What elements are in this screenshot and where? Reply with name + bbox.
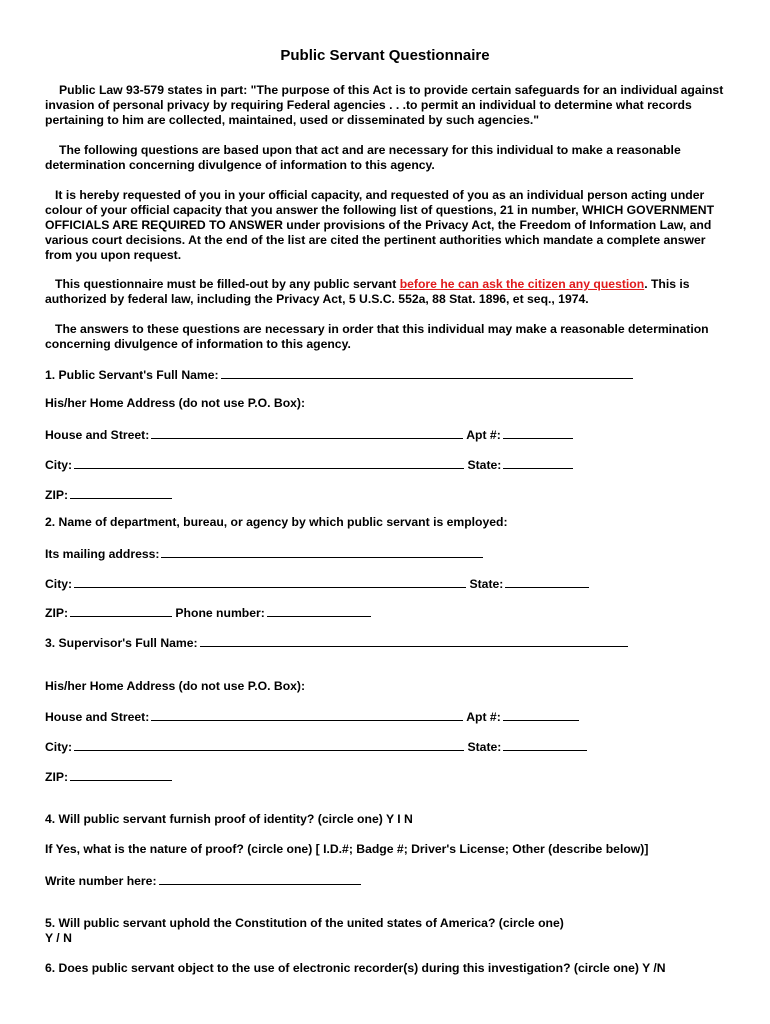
state-label: State: [467, 458, 502, 472]
q6-recorder-question: 6. Does public servant object to the use of electronic recorder(s) during this investigation? (circle one) Y /N [45, 961, 666, 975]
full-name-field[interactable] [221, 366, 633, 379]
q1-label: 1. Public Servant's Full Name: [45, 368, 219, 382]
city-field[interactable] [74, 738, 464, 751]
authorization-text-end: . This is authorized by federal law, including the Privacy Act, 5 U.S.C. 552a, 88 Stat. 1896, et seq., 1974. [45, 277, 690, 306]
house-street-label: House and Street: [45, 428, 150, 442]
state-field[interactable] [503, 738, 587, 751]
apt-field[interactable] [503, 426, 573, 439]
zip-row-3 [45, 768, 172, 785]
state-field[interactable] [503, 456, 573, 469]
city-label: City: [45, 577, 73, 591]
city-label: City: [45, 740, 73, 754]
zip-label: ZIP: [45, 488, 69, 502]
home-address-heading-3: His/her Home Address (do not use P.O. Box): [45, 679, 306, 693]
privacy-act-quote-paragraph: Public Law 93-579 states in part: "The purpose of this Act is to provide certain safeguards for an individual against invasion of personal privacy by requiring Federal agencies . . .to permit an individual to determine what records pertaining to him are collected, maintained, used or disseminated by such agencies." [45, 83, 724, 127]
phone-number-label: Phone number: [175, 606, 265, 620]
zip-field[interactable] [70, 768, 172, 781]
write-number-label: Write number here: [45, 874, 157, 888]
apt-label: Apt #: [466, 428, 501, 442]
necessity-paragraph: The answers to these questions are necessary in order that this individual may make a reasonable determination concerning divulgence of information to this agency. [45, 322, 709, 351]
zip-label: ZIP: [45, 770, 69, 784]
mailing-address-row [45, 545, 483, 562]
q2-department-label: 2. Name of department, bureau, or agency by which public servant is employed: [45, 515, 508, 529]
city-label: City: [45, 458, 73, 472]
highlighted-requirement: before he can ask the citizen any question [399, 277, 645, 291]
state-field[interactable] [505, 575, 589, 588]
city-state-row-1 [45, 456, 573, 473]
authorization-text-start: This questionnaire must be filled-out by any public servant [55, 277, 400, 291]
house-street-label: House and Street: [45, 710, 150, 724]
request-paragraph: It is hereby requested of you in your official capacity, and requested of you as an individual person acting under colour of your official capacity that you answer the following list of questions, 21 in number, WHICH GOVERNMENT OFFICIALS ARE REQUIRED TO ANSWER under provisions of the Privacy Act, the Freedom of Information Law, and various court decisions. At the end of the list are cited the pertinent authorities which mandate a complete answer from you upon request. [45, 188, 715, 262]
q3-supervisor-row [45, 634, 628, 651]
q3-label: 3. Supervisor's Full Name: [45, 636, 198, 650]
house-street-field[interactable] [151, 426, 463, 439]
zip-phone-row [45, 604, 371, 621]
apt-field[interactable] [503, 708, 579, 721]
id-number-field[interactable] [159, 872, 361, 885]
mailing-address-label: Its mailing address: [45, 547, 160, 561]
city-state-row-2 [45, 575, 589, 592]
phone-number-field[interactable] [267, 604, 371, 617]
q1-full-name-row [45, 366, 633, 383]
city-state-row-3 [45, 738, 587, 755]
state-label: State: [469, 577, 504, 591]
mailing-address-field[interactable] [161, 545, 483, 558]
q5-constitution-question: 5. Will public servant uphold the Constitution of the united states of America? (circle one) [45, 916, 564, 930]
zip-row-1 [45, 486, 172, 503]
q5-yes-no-choice[interactable]: Y / N [45, 931, 72, 945]
page-title: Public Servant Questionnaire [280, 47, 490, 64]
city-field[interactable] [74, 456, 464, 469]
house-street-field[interactable] [151, 708, 463, 721]
home-address-heading-1: His/her Home Address (do not use P.O. Box): [45, 396, 306, 410]
authorization-paragraph [45, 277, 735, 307]
house-street-row-3 [45, 708, 579, 725]
apt-label: Apt #: [466, 710, 501, 724]
supervisor-name-field[interactable] [200, 634, 628, 647]
zip-field[interactable] [70, 604, 172, 617]
basis-paragraph: The following questions are based upon that act and are necessary for this individual to make a reasonable determination concerning divulgence of information to this agency. [45, 143, 681, 172]
state-label: State: [467, 740, 502, 754]
zip-label: ZIP: [45, 606, 69, 620]
q4-nature-of-proof: If Yes, what is the nature of proof? (circle one) [ I.D.#; Badge #; Driver's License; Other (describe below)] [45, 842, 649, 856]
write-number-row [45, 872, 361, 889]
zip-field[interactable] [70, 486, 172, 499]
house-street-row-1 [45, 426, 573, 443]
q4-identity-question: 4. Will public servant furnish proof of identity? (circle one) Y I N [45, 812, 413, 826]
city-field[interactable] [74, 575, 466, 588]
